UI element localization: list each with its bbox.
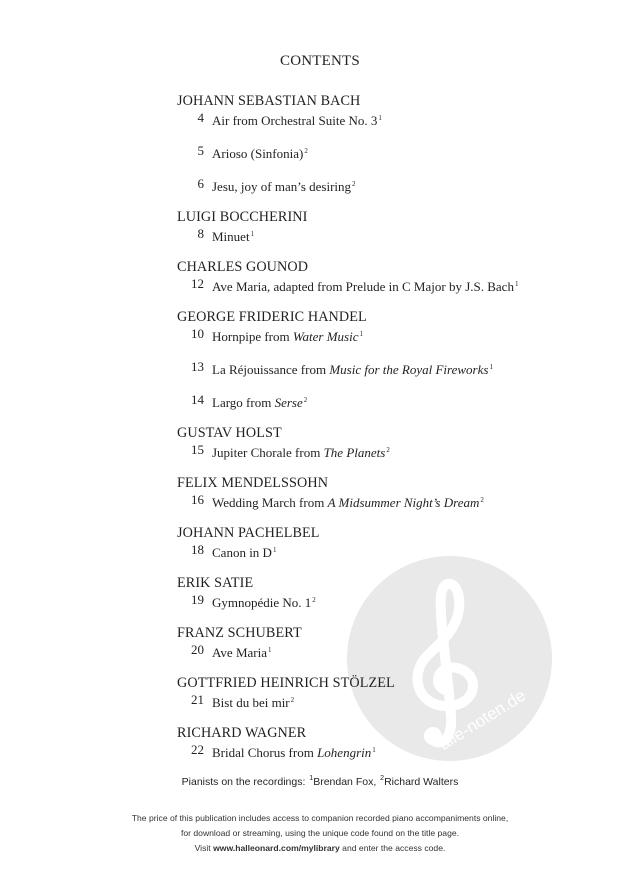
composer-heading: FRANZ SCHUBERT xyxy=(177,625,302,641)
pianist-marker: 2 xyxy=(386,446,390,454)
pianist-marker: 2 xyxy=(290,696,295,704)
page-number: 12 xyxy=(191,276,204,291)
piece-title: Bridal Chorus from Lohengrin$^1$ xyxy=(212,745,376,760)
piece-title: La Réjouissance from Music for the Royal Fireworks$^1$ xyxy=(212,362,493,377)
work-title: Water Music xyxy=(292,329,359,344)
page-number: 8 xyxy=(197,226,204,241)
pianist-marker: 1 xyxy=(359,330,363,338)
composer-heading: FELIX MENDELSSOHN xyxy=(177,475,329,491)
notes-line-2: for download or streaming, using the unique code found on the title page. xyxy=(180,828,460,838)
pianists-credit xyxy=(0,775,640,788)
composer-heading: GOTTFRIED HEINRICH STÖLZEL xyxy=(177,675,395,691)
piece-title: Jupiter Chorale from The Planets$^2$ xyxy=(212,445,390,460)
page-number: 20 xyxy=(191,642,204,657)
watermark-text: alle-noten.de xyxy=(435,685,529,754)
toc-entry xyxy=(177,276,617,295)
pianist-name-1: Brendan Fox, xyxy=(313,776,380,788)
work-title: Music for the Royal Fireworks xyxy=(329,362,489,377)
pianist-marker: 2 xyxy=(480,496,484,504)
toc-entry xyxy=(177,326,617,345)
piece-title: Ave Maria$^1$ xyxy=(212,645,272,660)
toc-entry xyxy=(177,226,617,245)
piece-title: Air from Orchestral Suite No. $3^1$ xyxy=(212,113,382,128)
composer-heading: RICHARD WAGNER xyxy=(177,725,307,741)
toc-entry xyxy=(177,492,617,511)
toc-entry xyxy=(177,176,617,195)
page-number: 13 xyxy=(191,359,204,374)
page-number: 16 xyxy=(191,492,204,507)
piece-title: Wedding March from A Midsummer Night’s Dream$^2$ xyxy=(212,495,484,510)
page-number: 21 xyxy=(191,692,204,707)
page-number: 5 xyxy=(197,143,204,158)
composer-heading: CHARLES GOUNOD xyxy=(177,259,309,275)
toc-entry xyxy=(177,692,617,711)
pianist-marker-2: 2 xyxy=(380,775,385,782)
piece-title: Bist du bei mir$^2$ xyxy=(212,695,295,710)
composer-heading: GUSTAV HOLST xyxy=(177,425,282,441)
piece-title: Canon in $D^1$ xyxy=(212,545,277,560)
pianist-marker: 1 xyxy=(372,746,376,754)
composer-heading: JOHANN PACHELBEL xyxy=(177,525,320,541)
pianist-marker: 1 xyxy=(267,646,272,654)
pianist-marker: 2 xyxy=(312,596,316,604)
work-title: Lohengrin xyxy=(317,745,372,760)
piece-title: Largo from Serse$^2$ xyxy=(212,395,308,410)
pianist-marker: 1 xyxy=(489,363,493,371)
piece-title: Jesu, joy of man’s desiring$^2$ xyxy=(212,179,356,194)
notes-line-1: The price of this publication includes access to companion recorded piano accompaniments online, xyxy=(131,813,509,823)
page-number: 22 xyxy=(191,742,204,757)
piece-title: Minuet$^1$ xyxy=(212,229,255,244)
piece-title: Arioso (Sinfonia)$^2$ xyxy=(212,146,308,161)
toc-entry xyxy=(177,442,617,461)
pianist-marker: 1 xyxy=(250,230,255,238)
page-number: 19 xyxy=(191,592,204,607)
page-number: 18 xyxy=(191,542,204,557)
toc-entry xyxy=(177,742,617,761)
toc-entry xyxy=(177,110,617,129)
toc-entry xyxy=(177,642,617,661)
work-title: The Planets xyxy=(323,445,386,460)
pianist-marker-1: 1 xyxy=(309,775,314,782)
page-number: 15 xyxy=(191,442,204,457)
toc-entry xyxy=(177,143,617,162)
piece-title: Hornpipe from Water Music$^1$ xyxy=(212,329,363,344)
page-number: 14 xyxy=(191,392,204,407)
pianist-marker: 1 xyxy=(514,280,519,288)
toc-entry xyxy=(177,359,617,378)
pianist-marker: 2 xyxy=(304,147,308,155)
toc-entry xyxy=(177,542,617,561)
table-of-contents xyxy=(177,93,617,761)
composer-heading: JOHANN SEBASTIAN BACH xyxy=(177,93,361,109)
pianists-prefix: Pianists on the recordings: xyxy=(181,776,309,788)
work-title: Serse xyxy=(274,395,303,410)
page-number: 4 xyxy=(197,110,204,125)
toc-entry xyxy=(177,592,617,611)
work-title: A Midsummer Night’s Dream xyxy=(327,495,480,510)
pianist-name-2: Richard Walters xyxy=(384,776,459,788)
piece-title: Ave Maria, adapted from Prelude in C Major by J.S. Bach$^1$ xyxy=(212,279,519,294)
notes-line-3: Visit www.halleonard.com/mylibrary and enter the access code. xyxy=(194,843,446,853)
piece-title: Gymnopédie No. $1^2$ xyxy=(212,595,316,610)
composer-heading: GEORGE FRIDERIC HANDEL xyxy=(177,309,367,325)
composer-heading: ERIK SATIE xyxy=(177,575,254,591)
pianist-marker: 2 xyxy=(303,396,308,404)
pianist-marker: 1 xyxy=(272,546,277,554)
toc-entry xyxy=(177,392,617,411)
pianist-marker: 1 xyxy=(378,114,382,122)
pianist-marker: 2 xyxy=(352,180,356,188)
page-number: 10 xyxy=(191,326,204,341)
contents-title: CONTENTS xyxy=(280,53,360,69)
access-notes xyxy=(0,811,640,856)
library-url[interactable]: www.halleonard.com/mylibrary xyxy=(213,843,340,853)
page-number: 6 xyxy=(197,176,204,191)
composer-heading: LUIGI BOCCHERINI xyxy=(177,209,308,225)
